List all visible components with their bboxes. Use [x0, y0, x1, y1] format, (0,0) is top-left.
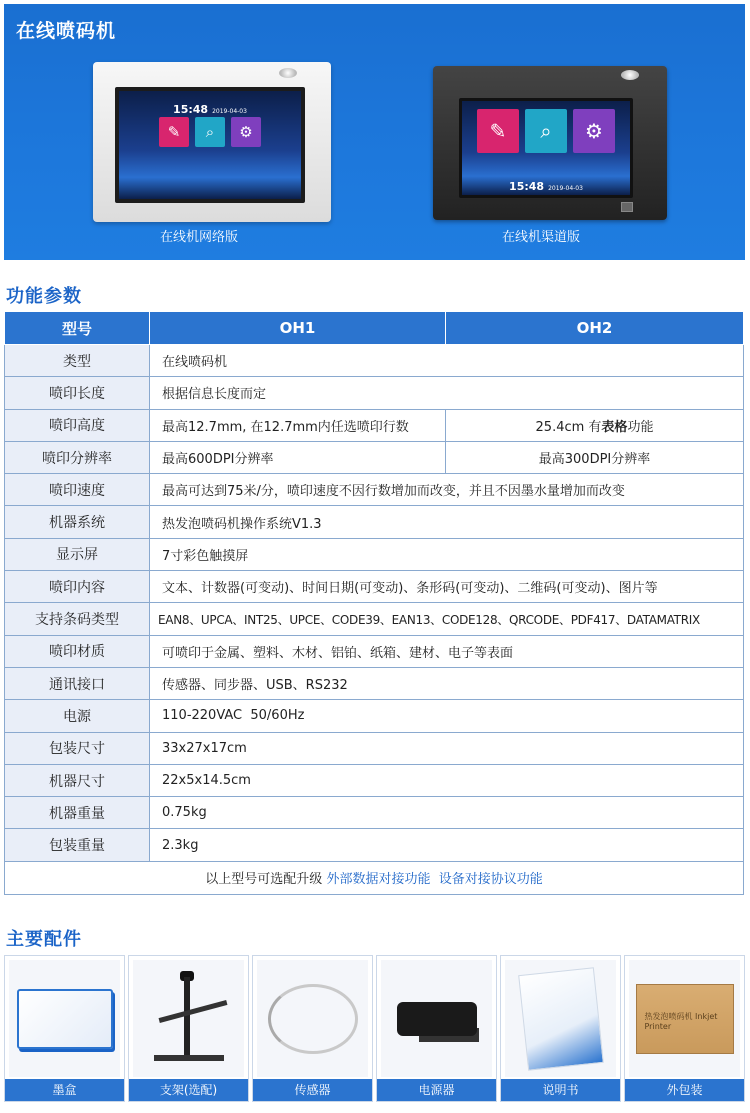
table-row [5, 538, 744, 570]
table-header-row [5, 312, 744, 345]
upgrade-note: 以上型号可选配升级 外部数据对接功能 设备对接协议功能 [5, 861, 744, 894]
row-value: 热发泡喷码机操作系统V1.3 [150, 506, 744, 538]
edit-icon: ✎ [159, 117, 189, 147]
table-row [5, 603, 744, 635]
row-label: 喷印长度 [5, 377, 150, 409]
table-row [5, 667, 744, 699]
row-value-oh1: 最高12.7mm, 在12.7mm内任选喷印行数 [150, 409, 446, 441]
table-row [5, 377, 744, 409]
device-caption: 在线机网络版 [160, 230, 239, 245]
device-network-version [93, 62, 331, 222]
row-value: 22x5x14.5cm [150, 764, 744, 796]
gear-icon: ⚙ [231, 117, 261, 147]
row-value: 传感器、同步器、USB、RS232 [150, 667, 744, 699]
row-value: 文本、计数器(可变动)、时间日期(可变动)、条形码(可变动)、二维码(可变动)、图片等 [150, 571, 744, 603]
table-row [5, 700, 744, 732]
row-label: 机器尺寸 [5, 764, 150, 796]
row-value: 7寸彩色触摸屏 [150, 538, 744, 570]
row-label: 通讯接口 [5, 667, 150, 699]
accessory-caption: 电源器 [377, 1079, 496, 1101]
accessory-caption: 支架(选配) [129, 1079, 248, 1101]
hero-banner [4, 4, 745, 260]
table-row [5, 474, 744, 506]
accessory-caption: 外包装 [625, 1079, 744, 1101]
table-row [5, 441, 744, 473]
device-caption: 在线机渠道版 [502, 230, 581, 245]
row-value-oh1: 最高600DPI分辨率 [150, 441, 446, 473]
row-label: 支持条码类型 [5, 603, 150, 635]
gear-icon: ⚙ [573, 109, 615, 153]
device-knob [621, 70, 639, 80]
accessory-manual [500, 955, 621, 1102]
hero-title: 在线喷码机 [16, 20, 117, 42]
table-row [5, 797, 744, 829]
header-oh2: OH2 [446, 312, 744, 345]
stand-image [144, 969, 234, 1069]
ink-box-image [17, 989, 113, 1049]
row-value: 在线喷码机 [150, 345, 744, 377]
row-value: EAN8、UPCA、INT25、UPCE、CODE39、EAN13、CODE128、QRCODE、PDF417、DATAMATRIX [150, 603, 744, 635]
row-label: 喷印速度 [5, 474, 150, 506]
accessory-ink-cartridge [4, 955, 125, 1102]
table-row [5, 506, 744, 538]
file-search-icon: ⌕ [195, 117, 225, 147]
row-label: 喷印分辨率 [5, 441, 150, 473]
device-screen [459, 98, 633, 198]
accessory-caption: 墨盒 [5, 1079, 124, 1101]
screen-tiles [119, 117, 301, 147]
device-channel-version [433, 66, 667, 220]
device-knob [279, 68, 297, 78]
row-label: 类型 [5, 345, 150, 377]
table-row [5, 732, 744, 764]
screen-clock: 15:48 2019-04-03 [509, 180, 583, 193]
accessory-caption: 说明书 [501, 1079, 620, 1101]
accessories-row [4, 955, 745, 1102]
accessory-power-adapter [376, 955, 497, 1102]
table-row [5, 345, 744, 377]
upgrade-options: 外部数据对接功能 设备对接协议功能 [326, 872, 543, 888]
row-label: 喷印材质 [5, 635, 150, 667]
row-label: 机器系统 [5, 506, 150, 538]
device-screen [115, 87, 305, 203]
header-oh1: OH1 [150, 312, 446, 345]
screen-clock: 15:48 2019-04-03 [173, 103, 247, 116]
edit-icon: ✎ [477, 109, 519, 153]
screen-tiles [462, 109, 630, 153]
row-value: 0.75kg [150, 797, 744, 829]
params-heading: 功能参数 [6, 286, 82, 307]
row-label: 机器重量 [5, 797, 150, 829]
device-port [621, 202, 633, 212]
table-row [5, 764, 744, 796]
accessory-caption: 传感器 [253, 1079, 372, 1101]
row-label: 电源 [5, 700, 150, 732]
accessories-heading: 主要配件 [6, 929, 82, 950]
table-row [5, 571, 744, 603]
row-label: 喷印内容 [5, 571, 150, 603]
row-label: 包装尺寸 [5, 732, 150, 764]
sensor-cable-image [268, 984, 358, 1054]
table-row [5, 829, 744, 861]
row-value: 最高可达到75米/分，喷印速度不因行数增加而改变，并且不因墨水量增加而改变 [150, 474, 744, 506]
accessory-sensor [252, 955, 373, 1102]
spec-table [4, 311, 744, 895]
row-value: 33x27x17cm [150, 732, 744, 764]
row-value: 2.3kg [150, 829, 744, 861]
row-value: 可喷印于金属、塑料、木材、铝铂、纸箱、建材、电子等表面 [150, 635, 744, 667]
accessory-stand [128, 955, 249, 1102]
row-label: 显示屏 [5, 538, 150, 570]
table-note-row [5, 861, 744, 894]
row-value-oh2: 25.4cm 有表格功能 [446, 409, 744, 441]
row-value-oh2: 最高300DPI分辨率 [446, 441, 744, 473]
row-label: 喷印高度 [5, 409, 150, 441]
file-search-icon: ⌕ [525, 109, 567, 153]
table-row [5, 635, 744, 667]
power-adapter-image [397, 1002, 477, 1036]
row-value: 110-220VAC 50/60Hz [150, 700, 744, 732]
table-row [5, 409, 744, 441]
manual-image [518, 967, 604, 1070]
carton-image: 热发泡喷码机 Inkjet Printer [636, 984, 734, 1054]
row-value: 根据信息长度而定 [150, 377, 744, 409]
row-label: 包装重量 [5, 829, 150, 861]
header-model: 型号 [5, 312, 150, 345]
accessory-outer-packaging [624, 955, 745, 1102]
